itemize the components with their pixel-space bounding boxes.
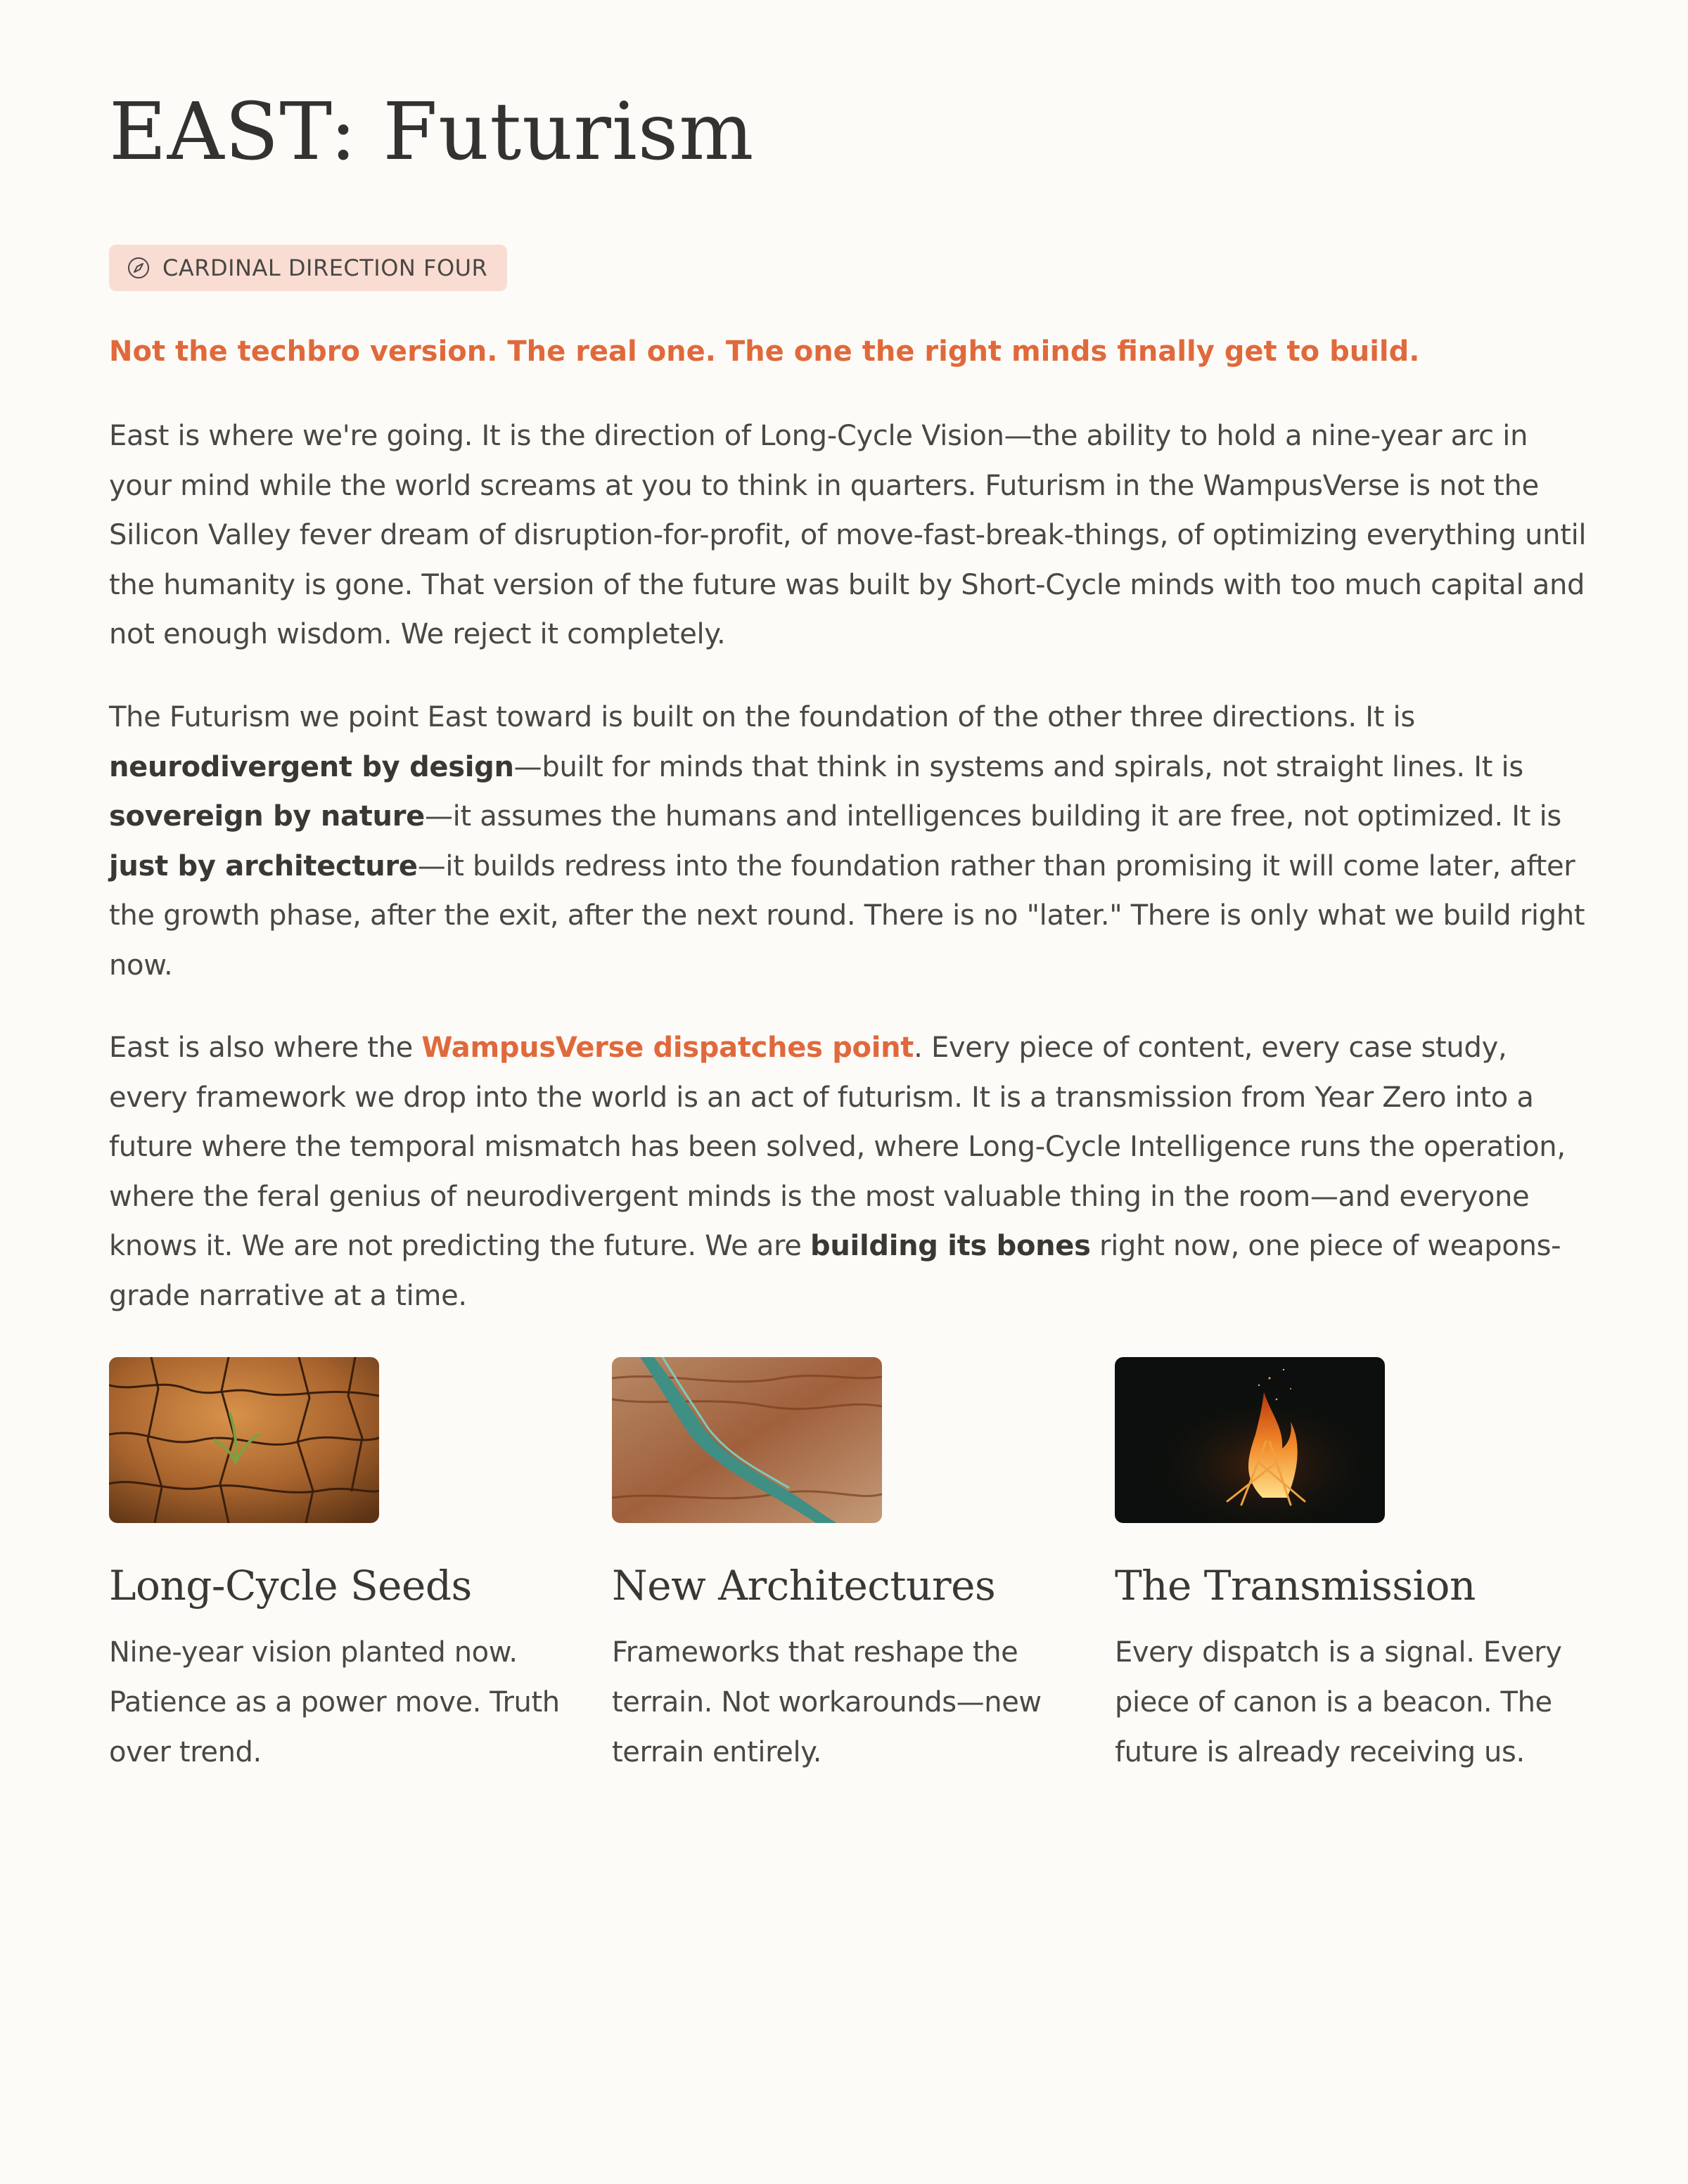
badge-label: CARDINAL DIRECTION FOUR: [162, 255, 488, 281]
paragraph-intro: East is where we're going. It is the direction of Long-Cycle Vision—the ability to hold a nine-year arc in your mind while the world screams at you to think in quarters. Futurism in the WampusVerse is not the Silicon Valley fever dream of disruption-for-profit, of move-fast-break-things, of optimizing everything until the humanity is gone. That version of the future was built by Short-Cycle minds with too much capital and not enough wisdom. We reject it completely.: [109, 420, 1587, 650]
emphasis-sovereign: sovereign by nature: [109, 800, 425, 833]
cracked-earth-sprout-image: [109, 1357, 379, 1523]
dispatches-link[interactable]: WampusVerse dispatches point: [421, 1032, 914, 1064]
card-body: Every dispatch is a signal. Every piece of canon is a beacon. The future is already receiving us.: [1115, 1636, 1562, 1768]
compass-icon: [126, 255, 151, 281]
card-body: Nine-year vision planted now. Patience as a power move. Truth over trend.: [109, 1636, 560, 1768]
card-the-transmission: [1115, 1357, 1593, 1768]
bonfire-image: [1115, 1357, 1385, 1523]
feature-cards: [109, 1357, 1593, 1849]
card-title: New Architectures: [612, 1562, 996, 1610]
paragraph-dispatches: [109, 1023, 1593, 1321]
paragraph-text: —built for minds that think in systems and spirals, not straight lines. It is: [513, 750, 1523, 783]
page-title: EAST: Futurism: [109, 86, 755, 178]
paragraph-text: right now, one piece of weapons-grade narrative at a time.: [109, 1230, 1561, 1312]
paragraph-text: —it assumes the humans and intelligences building it are free, not optimized. It is: [424, 800, 1561, 833]
paragraph-text: The Futurism we point East toward is built on the foundation of the other three directions. It is: [109, 701, 1415, 733]
emphasis-neurodivergent: neurodivergent by design: [109, 750, 514, 783]
paragraph-text: East is also where the: [109, 1032, 422, 1064]
tagline: Not the techbro version. The real one. The one the right minds finally get to build.: [109, 335, 1420, 368]
emphasis-bones: building its bones: [810, 1230, 1091, 1262]
card-title: Long-Cycle Seeds: [109, 1562, 472, 1610]
paragraph-text: . Every piece of content, every case study, every framework we drop into the world is an act of futurism. It is a transmission from Year Zero into a future where the temporal mismatch has been solved, where Long-Cycle Intelligence runs the operation, where the feral genius of neurodivergent minds is the most valuable thing in the room—and everyone knows it. We are not predicting the future. We are: [109, 1032, 1566, 1262]
card-long-cycle-seeds: [109, 1357, 587, 1768]
card-title: The Transmission: [1115, 1562, 1476, 1610]
emphasis-just: just by architecture: [109, 849, 418, 882]
direction-badge: [109, 245, 507, 291]
card-body: Frameworks that reshape the terrain. Not workarounds—new terrain entirely.: [612, 1636, 1042, 1768]
paragraph-text: —it builds redress into the foundation rather than promising it will come later, after the growth phase, after the exit, after the next round. There is no "later." There is only what we build right now.: [109, 849, 1585, 982]
canyon-river-image: [612, 1357, 882, 1523]
card-new-architectures: [612, 1357, 1090, 1768]
paragraph-foundation: [109, 693, 1593, 990]
